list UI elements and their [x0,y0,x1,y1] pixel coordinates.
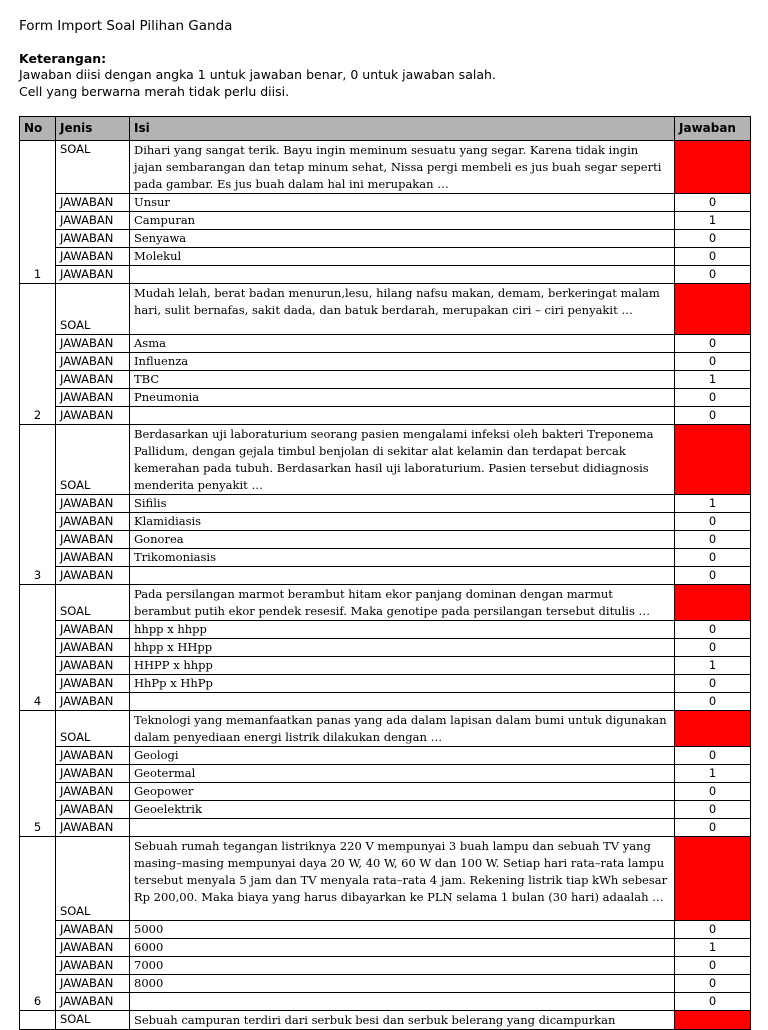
jawaban-text[interactable]: 6000 [130,939,675,957]
jawaban-row [20,747,751,765]
jenis-jawaban: JAWABAN [56,389,130,407]
jenis-jawaban: JAWABAN [56,939,130,957]
jawaban-row [20,921,751,939]
jawaban-text[interactable]: Asma [130,335,675,353]
jawaban-value[interactable]: 0 [675,621,751,639]
red-cell [675,141,751,194]
jawaban-value[interactable]: 0 [675,194,751,212]
jenis-jawaban: JAWABAN [56,194,130,212]
question-number: 3 [20,425,56,585]
jawaban-value[interactable]: 0 [675,747,751,765]
jawaban-row [20,353,751,371]
question-number: 5 [20,711,56,837]
jenis-jawaban: JAWABAN [56,230,130,248]
question-number: 6 [20,837,56,1011]
jawaban-row [20,371,751,389]
jawaban-row [20,783,751,801]
jawaban-value[interactable]: 0 [675,549,751,567]
soal-row [20,711,751,747]
jawaban-value[interactable]: 1 [675,495,751,513]
jawaban-row [20,939,751,957]
jenis-soal: SOAL [56,284,130,335]
jenis-soal: SOAL [56,837,130,921]
jawaban-value[interactable]: 0 [675,801,751,819]
jawaban-text[interactable]: Trikomoniasis [130,549,675,567]
jenis-soal: SOAL [56,141,130,194]
jawaban-text[interactable]: Unsur [130,194,675,212]
jawaban-row [20,621,751,639]
question-body [20,141,751,1030]
jawaban-row [20,194,751,212]
jenis-jawaban: JAWABAN [56,747,130,765]
jawaban-text[interactable]: Senyawa [130,230,675,248]
jawaban-value[interactable]: 0 [675,353,751,371]
jenis-jawaban: JAWABAN [56,407,130,425]
red-cell [675,1011,751,1030]
jawaban-row [20,248,751,266]
jenis-soal: SOAL [56,585,130,621]
jawaban-value[interactable]: 0 [675,639,751,657]
jawaban-value[interactable]: 0 [675,407,751,425]
jenis-jawaban: JAWABAN [56,513,130,531]
jenis-jawaban: JAWABAN [56,335,130,353]
jawaban-text[interactable]: 8000 [130,975,675,993]
jenis-jawaban: JAWABAN [56,353,130,371]
question-number: 1 [20,141,56,284]
soal-row-partial [20,1011,751,1030]
jawaban-text[interactable]: Sifilis [130,495,675,513]
jawaban-row [20,531,751,549]
soal-row [20,141,751,194]
jawaban-value[interactable]: 1 [675,657,751,675]
jawaban-text[interactable]: Molekul [130,248,675,266]
jawaban-row [20,230,751,248]
jawaban-text[interactable] [130,266,675,284]
jenis-jawaban: JAWABAN [56,921,130,939]
jenis-jawaban: JAWABAN [56,549,130,567]
jenis-jawaban: JAWABAN [56,693,130,711]
question-number: 4 [20,585,56,711]
jawaban-text[interactable]: TBC [130,371,675,389]
jenis-soal: SOAL [56,711,130,747]
jawaban-value[interactable]: 0 [675,783,751,801]
soal-row [20,284,751,335]
jenis-jawaban: JAWABAN [56,819,130,837]
header-isi: Isi [130,117,675,141]
jawaban-row [20,266,751,284]
soal-text[interactable]: Teknologi yang memanfaatkan panas yang ada dalam lapisan dalam bumi untuk digunakan dalam penyediaan energi listrik dilakukan dengan … [130,711,675,747]
jawaban-row [20,212,751,230]
jenis-jawaban: JAWABAN [56,266,130,284]
jawaban-value[interactable]: 0 [675,266,751,284]
jenis-jawaban: JAWABAN [56,657,130,675]
jenis-jawaban: JAWABAN [56,801,130,819]
jawaban-value[interactable]: 0 [675,230,751,248]
jenis-soal: SOAL [56,1011,130,1030]
jawaban-value[interactable]: 0 [675,335,751,353]
jawaban-text[interactable]: HhPp x HhPp [130,675,675,693]
soal-row [20,425,751,495]
jawaban-value[interactable]: 1 [675,939,751,957]
jawaban-value[interactable]: 1 [675,765,751,783]
jawaban-value[interactable]: 0 [675,993,751,1011]
red-cell [675,425,751,495]
jenis-jawaban: JAWABAN [56,248,130,266]
jawaban-value[interactable]: 0 [675,567,751,585]
jawaban-text[interactable]: Geopower [130,783,675,801]
jawaban-value[interactable]: 0 [675,248,751,266]
jenis-soal: SOAL [56,425,130,495]
jawaban-text[interactable] [130,407,675,425]
jenis-jawaban: JAWABAN [56,765,130,783]
jenis-jawaban: JAWABAN [56,495,130,513]
jawaban-text[interactable]: hhpp x HHpp [130,639,675,657]
jawaban-row [20,993,751,1011]
jawaban-row [20,513,751,531]
jawaban-row [20,957,751,975]
jawaban-row [20,567,751,585]
jawaban-text[interactable]: Pneumonia [130,389,675,407]
jawaban-row [20,549,751,567]
jenis-jawaban: JAWABAN [56,675,130,693]
jawaban-row [20,819,751,837]
jawaban-text[interactable] [130,819,675,837]
jawaban-value[interactable]: 0 [675,513,751,531]
jenis-jawaban: JAWABAN [56,621,130,639]
jenis-jawaban: JAWABAN [56,567,130,585]
jenis-jawaban: JAWABAN [56,975,130,993]
jenis-jawaban: JAWABAN [56,639,130,657]
keterangan-label: Keterangan: [19,51,107,66]
question-number [20,1011,56,1030]
jawaban-text[interactable] [130,993,675,1011]
note-line-2: Cell yang berwarna merah tidak perlu diisi. [19,84,290,99]
red-cell [675,837,751,921]
red-cell [675,585,751,621]
jawaban-row [20,389,751,407]
jawaban-row [20,693,751,711]
header-row [20,117,751,141]
note-line-1: Jawaban diisi dengan angka 1 untuk jawaban benar, 0 untuk jawaban salah. [19,67,496,82]
soal-text[interactable]: Mudah lelah, berat badan menurun,lesu, hilang nafsu makan, demam, berkeringat malam hari, sulit bernafas, sakit dada, dan batuk berdarah, merupakan ciri – ciri penyakit … [130,284,675,335]
jawaban-text[interactable]: Geologi [130,747,675,765]
jenis-jawaban: JAWABAN [56,957,130,975]
jawaban-value[interactable]: 0 [675,693,751,711]
jawaban-text[interactable]: 7000 [130,957,675,975]
jawaban-row [20,407,751,425]
jenis-jawaban: JAWABAN [56,212,130,230]
jawaban-value[interactable]: 0 [675,957,751,975]
jawaban-row [20,335,751,353]
soal-row [20,585,751,621]
soal-text[interactable]: Dihari yang sangat terik. Bayu ingin meminum sesuatu yang segar. Karena tidak ingin jajan sembarangan dan tetap minum sehat, Nissa pergi membeli es jus buah segar seperti pada gambar. Es jus buah dalam hal ini merupakan … [130,141,675,194]
jawaban-value[interactable]: 1 [675,212,751,230]
soal-text[interactable]: Sebuah campuran terdiri dari serbuk besi dan serbuk belerang yang dicampurkan [130,1011,675,1030]
header-no: No [20,117,56,141]
jenis-jawaban: JAWABAN [56,993,130,1011]
page-title: Form Import Soal Pilihan Ganda [19,18,233,34]
jawaban-text[interactable]: 5000 [130,921,675,939]
jawaban-text[interactable]: HHPP x hhpp [130,657,675,675]
jawaban-row [20,495,751,513]
jawaban-row [20,639,751,657]
red-cell [675,711,751,747]
jenis-jawaban: JAWABAN [56,531,130,549]
jenis-jawaban: JAWABAN [56,371,130,389]
jawaban-row [20,657,751,675]
jawaban-row [20,765,751,783]
jawaban-value[interactable]: 0 [675,975,751,993]
jawaban-value[interactable]: 0 [675,675,751,693]
jawaban-text[interactable]: Influenza [130,353,675,371]
jawaban-text[interactable]: hhpp x hhpp [130,621,675,639]
jenis-jawaban: JAWABAN [56,783,130,801]
jawaban-row [20,675,751,693]
soal-text[interactable]: Pada persilangan marmot berambut hitam ekor panjang dominan dengan marmut berambut putih ekor pendek resesif. Maka genotipe pada persilangan tersebut ditulis … [130,585,675,621]
jawaban-text[interactable] [130,693,675,711]
jawaban-value[interactable]: 0 [675,531,751,549]
jawaban-text[interactable]: Geotermal [130,765,675,783]
red-cell [675,284,751,335]
question-table [19,116,751,1030]
header-jenis: Jenis [56,117,130,141]
jawaban-text[interactable] [130,567,675,585]
jawaban-row [20,801,751,819]
jawaban-value[interactable]: 1 [675,371,751,389]
soal-text[interactable]: Berdasarkan uji laboraturium seorang pasien mengalami infeksi oleh bakteri Treponema Pallidum, dengan gejala timbul benjolan di sekitar alat kelamin dan terdapat bercak kemerahan pada tubuh. Berdasarkan hasil uji laboraturium. Pasien tersebut didiagnosis menderita penyakit … [130,425,675,495]
jawaban-row [20,975,751,993]
jawaban-text[interactable]: Klamidiasis [130,513,675,531]
header-jawaban: Jawaban [675,117,751,141]
jawaban-text[interactable]: Geoelektrik [130,801,675,819]
jawaban-value[interactable]: 0 [675,389,751,407]
jawaban-text[interactable]: Campuran [130,212,675,230]
question-number: 2 [20,284,56,425]
jawaban-value[interactable]: 0 [675,819,751,837]
jawaban-value[interactable]: 0 [675,921,751,939]
soal-row [20,837,751,921]
jawaban-text[interactable]: Gonorea [130,531,675,549]
soal-text[interactable]: Sebuah rumah tegangan listriknya 220 V mempunyai 3 buah lampu dan sebuah TV yang masing–masing mempunyai daya 20 W, 40 W, 60 W dan 100 W. Setiap hari rata–rata lampu tersebut menyala 5 jam dan TV menyala rata–rata 4 jam. Rekening listrik tiap kWh sebesar Rp 200,00. Maka biaya yang harus dibayarkan ke PLN selama 1 bulan (30 hari) adaalah … [130,837,675,921]
